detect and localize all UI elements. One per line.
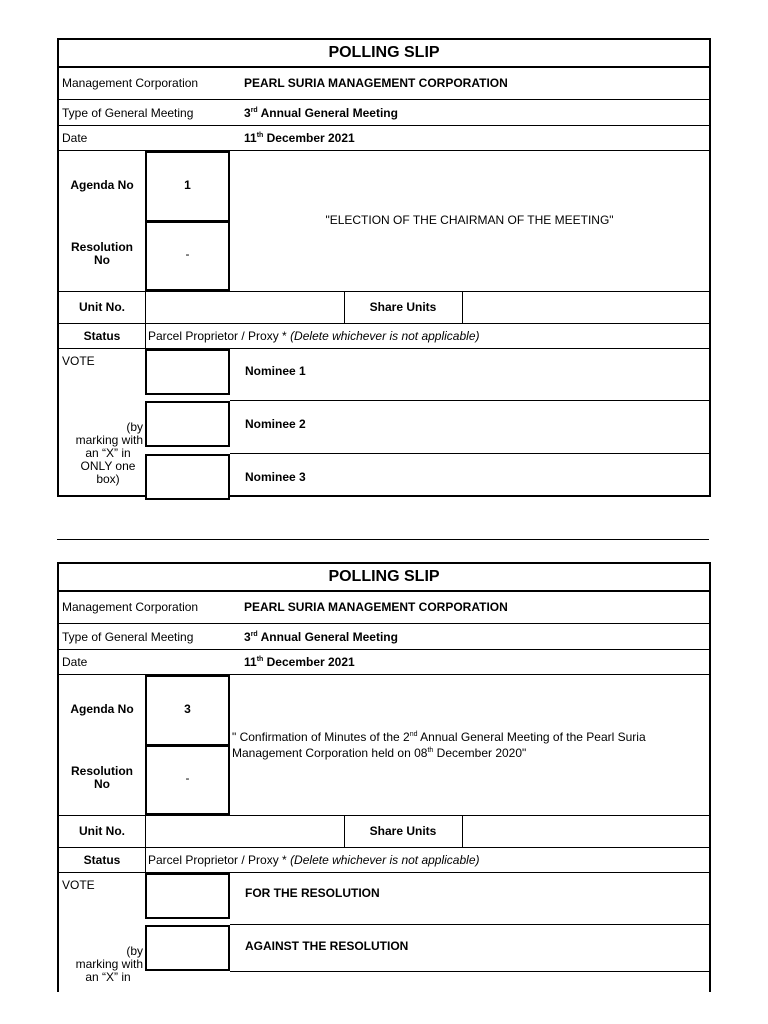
mc-label: Management Corporation	[62, 600, 199, 614]
vote-block	[59, 873, 709, 988]
vote-box-nominee-1[interactable]	[145, 349, 230, 395]
unit-no-field[interactable]	[146, 292, 343, 323]
meeting-type-label: Type of General Meeting	[62, 630, 194, 644]
vote-instruction: (by marking with an “X” in	[75, 944, 143, 984]
cut-line	[57, 539, 709, 540]
option-label: Nominee 2	[245, 417, 306, 431]
share-units-label: Share Units	[369, 824, 437, 838]
vote-block	[59, 349, 709, 500]
date-value: 11th December 2021	[244, 131, 355, 145]
vote-box-against[interactable]	[145, 925, 230, 971]
status-label: Status	[83, 329, 121, 343]
polling-slip-2	[57, 562, 711, 992]
date-label: Date	[62, 131, 88, 145]
date-label: Date	[62, 655, 88, 669]
agenda-label: Agenda No	[70, 178, 134, 192]
agenda-no: 1	[184, 178, 191, 192]
vote-box-nominee-2[interactable]	[145, 401, 230, 447]
meeting-type-row	[59, 100, 709, 126]
agenda-block	[59, 675, 709, 816]
slip-title: POLLING SLIP	[59, 40, 709, 68]
status-value: Parcel Proprietor / Proxy * (Delete whichever is not applicable)	[148, 329, 480, 343]
resolution-no: -	[185, 771, 190, 785]
status-row	[59, 848, 709, 873]
option-label: Nominee 3	[245, 470, 306, 484]
option-label: AGAINST THE RESOLUTION	[245, 939, 409, 953]
unit-row	[59, 816, 709, 848]
resolution-label: Resolution No	[71, 240, 133, 267]
vote-box-nominee-3[interactable]	[145, 454, 230, 500]
option-label: FOR THE RESOLUTION	[245, 886, 380, 900]
date-value: 11th December 2021	[244, 655, 355, 669]
resolution-no: -	[185, 247, 190, 261]
polling-slip-1	[57, 38, 711, 497]
vote-label: VOTE	[62, 878, 95, 892]
motion-text: " Confirmation of Minutes of the 2nd Annual General Meeting of the Pearl Suria Management Corporation held on 08th December 2020"	[232, 730, 646, 760]
unit-label: Unit No.	[79, 300, 125, 314]
vote-instruction: (by marking with an “X” in ONLY one box)	[75, 420, 143, 486]
mc-row	[59, 68, 709, 100]
share-units-field[interactable]	[463, 816, 709, 847]
agenda-block	[59, 151, 709, 292]
meeting-type-row	[59, 624, 709, 650]
vote-box-for[interactable]	[145, 873, 230, 919]
share-units-label: Share Units	[369, 300, 437, 314]
meeting-type-label: Type of General Meeting	[62, 106, 194, 120]
mc-row	[59, 592, 709, 624]
status-value: Parcel Proprietor / Proxy * (Delete whichever is not applicable)	[148, 853, 480, 867]
status-row	[59, 324, 709, 349]
date-row	[59, 126, 709, 151]
agenda-label: Agenda No	[70, 702, 134, 716]
option-label: Nominee 1	[245, 364, 306, 378]
status-label: Status	[83, 853, 121, 867]
mc-value: PEARL SURIA MANAGEMENT CORPORATION	[244, 76, 508, 90]
unit-row	[59, 292, 709, 324]
agenda-no: 3	[184, 702, 191, 716]
mc-label: Management Corporation	[62, 76, 199, 90]
resolution-label: Resolution No	[71, 764, 133, 791]
mc-value: PEARL SURIA MANAGEMENT CORPORATION	[244, 600, 508, 614]
slip-title: POLLING SLIP	[59, 564, 709, 592]
meeting-type-value: 3rd Annual General Meeting	[244, 106, 398, 120]
unit-label: Unit No.	[79, 824, 125, 838]
motion-text: "ELECTION OF THE CHAIRMAN OF THE MEETING"	[325, 213, 614, 227]
meeting-type-value: 3rd Annual General Meeting	[244, 630, 398, 644]
vote-label: VOTE	[62, 354, 95, 368]
date-row	[59, 650, 709, 675]
share-units-field[interactable]	[463, 292, 709, 323]
unit-no-field[interactable]	[146, 816, 343, 847]
